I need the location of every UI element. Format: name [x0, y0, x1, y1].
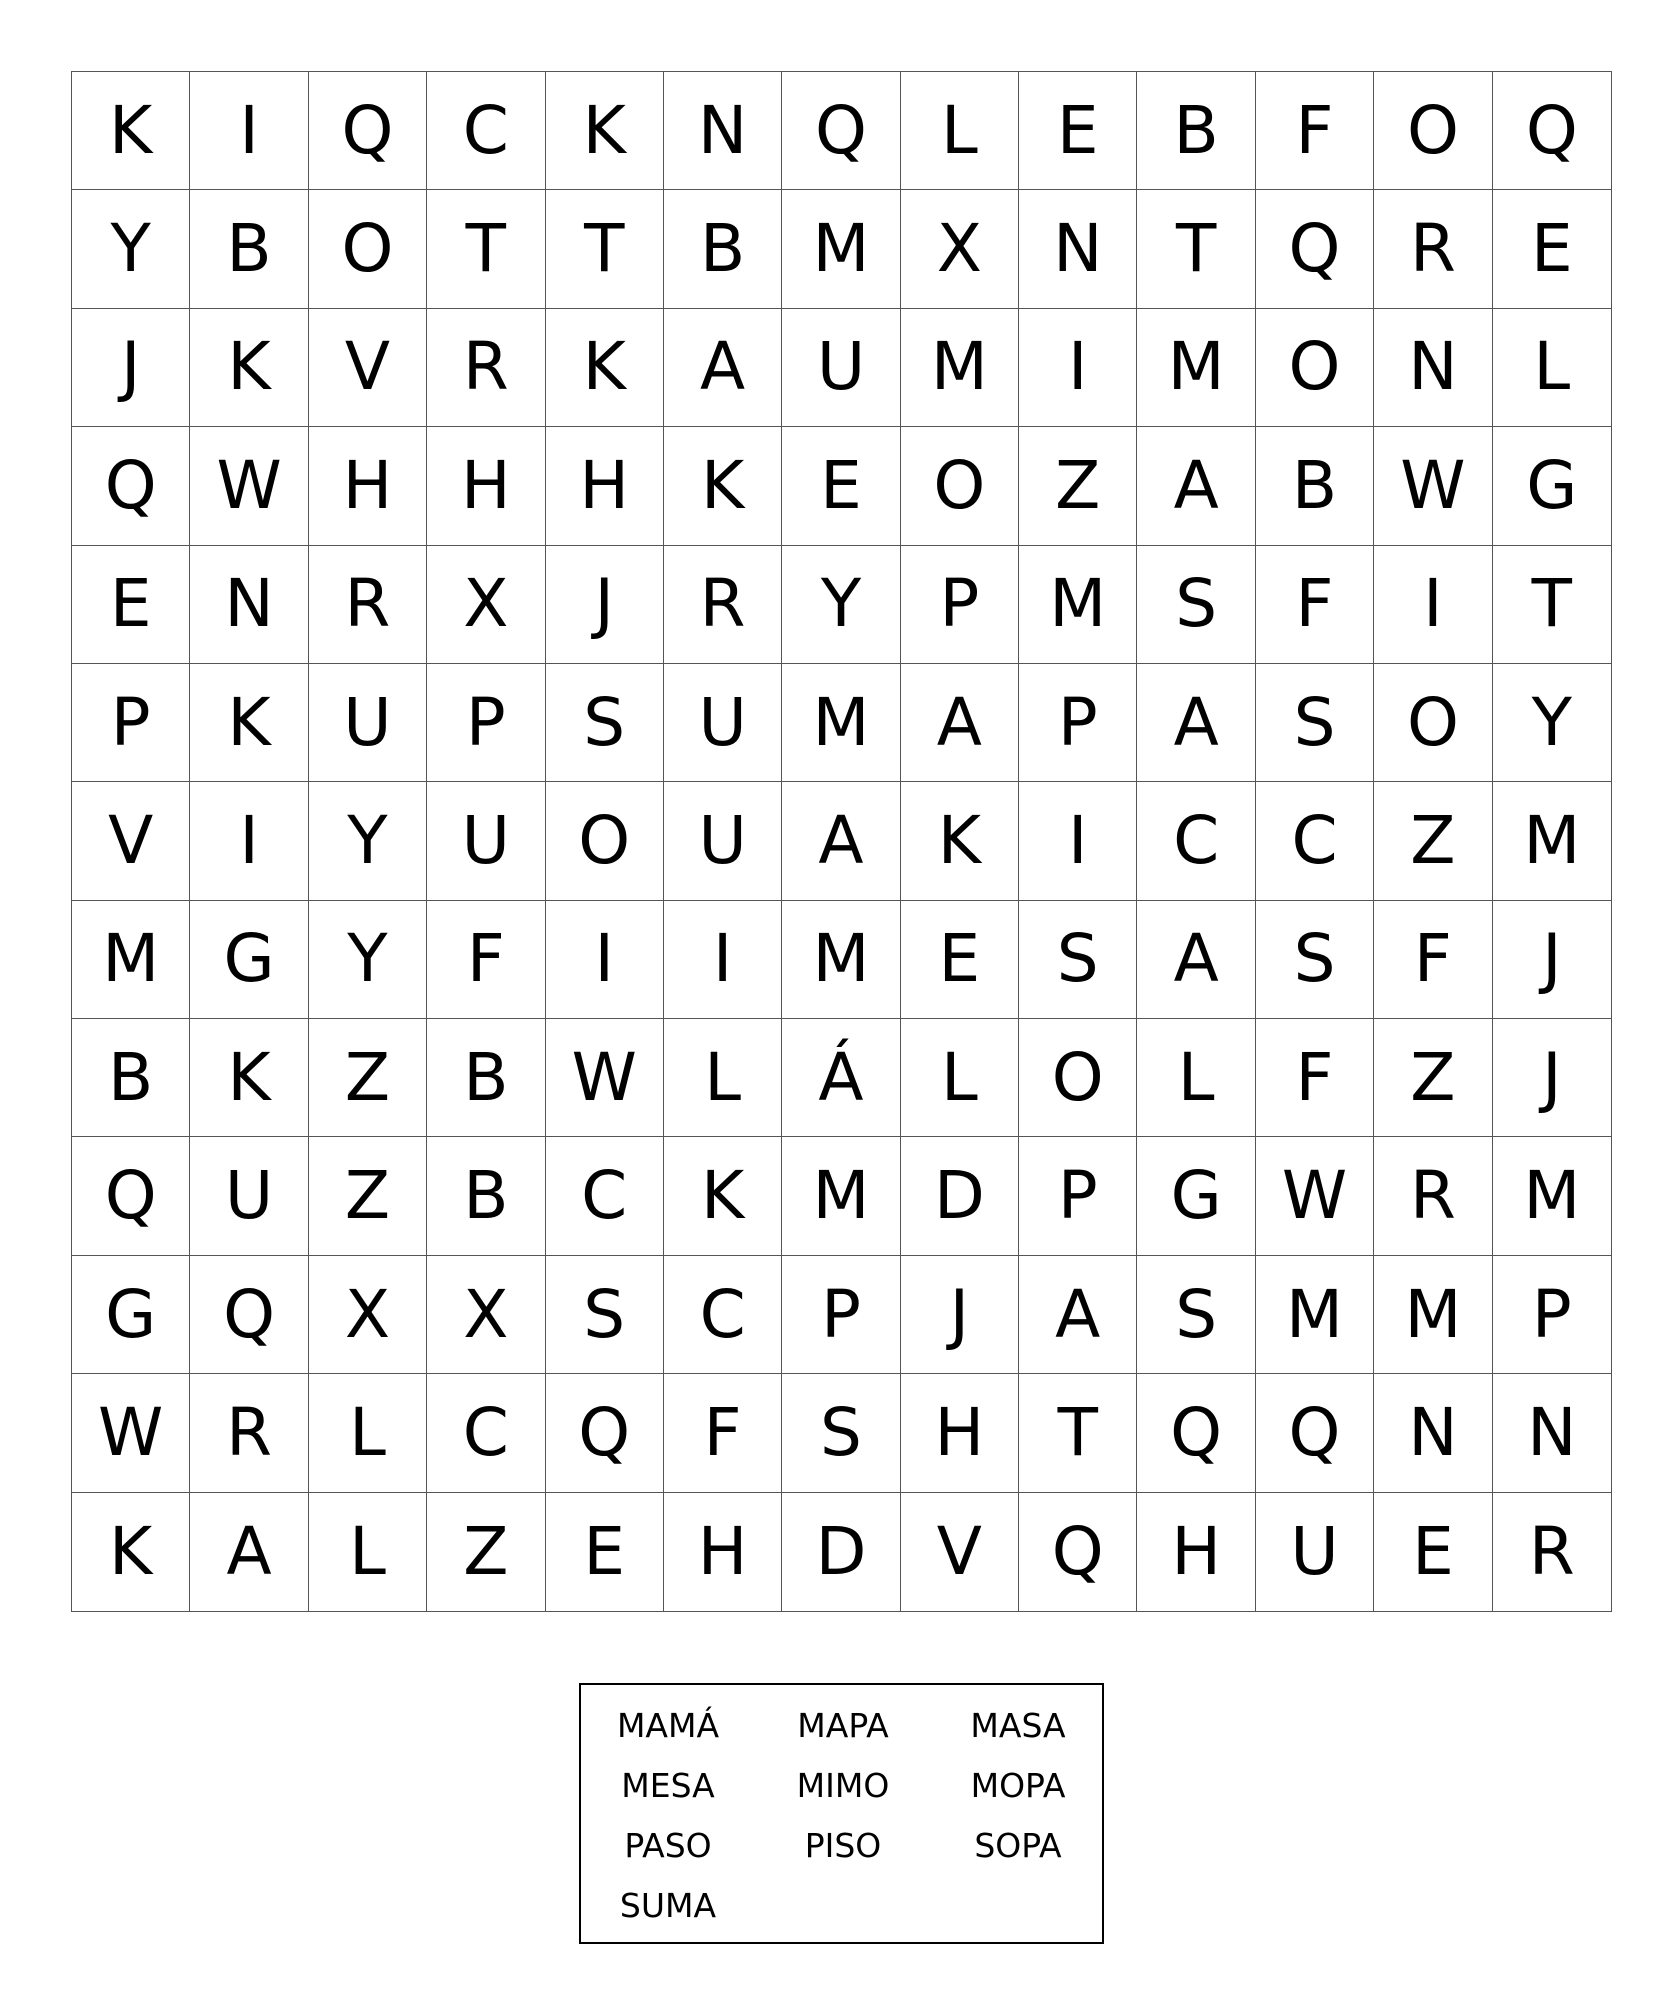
grid-cell: U: [427, 782, 545, 900]
grid-cell: R: [190, 1374, 308, 1492]
grid-cell: E: [901, 901, 1019, 1019]
grid-cell: T: [1019, 1374, 1137, 1492]
grid-cell: R: [1374, 190, 1492, 308]
grid-cell: P: [72, 664, 190, 782]
grid-cell: P: [1493, 1256, 1611, 1374]
grid-cell: I: [190, 782, 308, 900]
grid-cell: A: [1019, 1256, 1137, 1374]
grid-cell: B: [1256, 427, 1374, 545]
grid-cell: S: [1256, 901, 1374, 1019]
grid-cell: R: [427, 309, 545, 427]
grid-cell: V: [72, 782, 190, 900]
grid-cell: Y: [72, 190, 190, 308]
grid-cell: Q: [1137, 1374, 1255, 1492]
grid-cell: Y: [309, 901, 427, 1019]
grid-cell: L: [309, 1374, 427, 1492]
grid-cell: B: [664, 190, 782, 308]
grid-cell: M: [1493, 782, 1611, 900]
grid-cell: Y: [782, 546, 900, 664]
grid-cell: F: [1374, 901, 1492, 1019]
grid-cell: P: [1019, 664, 1137, 782]
grid-cell: F: [664, 1374, 782, 1492]
grid-cell: M: [1256, 1256, 1374, 1374]
grid-cell: P: [782, 1256, 900, 1374]
grid-cell: Z: [1374, 782, 1492, 900]
grid-cell: A: [1137, 901, 1255, 1019]
grid-cell: C: [1137, 782, 1255, 900]
grid-cell: M: [1493, 1137, 1611, 1255]
grid-cell: P: [901, 546, 1019, 664]
grid-cell: D: [782, 1493, 900, 1611]
grid-cell: Z: [1019, 427, 1137, 545]
grid-cell: E: [1374, 1493, 1492, 1611]
grid-cell: U: [309, 664, 427, 782]
grid-cell: M: [72, 901, 190, 1019]
word-list-item: MAMÁ: [616, 1706, 720, 1745]
grid-cell: J: [1493, 1019, 1611, 1137]
grid-cell: N: [1493, 1374, 1611, 1492]
grid-cell: W: [546, 1019, 664, 1137]
grid-cell: H: [546, 427, 664, 545]
grid-cell: O: [1374, 72, 1492, 190]
grid-cell: O: [1019, 1019, 1137, 1137]
grid-cell: M: [782, 1137, 900, 1255]
grid-cell: D: [901, 1137, 1019, 1255]
grid-cell: T: [427, 190, 545, 308]
grid-cell: Á: [782, 1019, 900, 1137]
grid-cell: Q: [1019, 1493, 1137, 1611]
grid-cell: E: [1493, 190, 1611, 308]
grid-cell: F: [427, 901, 545, 1019]
grid-cell: Y: [309, 782, 427, 900]
grid-cell: A: [664, 309, 782, 427]
grid-cell: J: [546, 546, 664, 664]
grid-cell: X: [901, 190, 1019, 308]
grid-cell: Y: [1493, 664, 1611, 782]
grid-cell: X: [427, 1256, 545, 1374]
grid-cell: X: [309, 1256, 427, 1374]
grid-cell: T: [1493, 546, 1611, 664]
grid-cell: N: [190, 546, 308, 664]
grid-cell: N: [664, 72, 782, 190]
grid-cell: S: [546, 664, 664, 782]
grid-cell: J: [72, 309, 190, 427]
word-list-item: MASA: [970, 1706, 1066, 1745]
grid-cell: S: [546, 1256, 664, 1374]
word-list-item: MOPA: [970, 1766, 1066, 1805]
grid-cell: M: [782, 190, 900, 308]
grid-cell: M: [1137, 309, 1255, 427]
grid-cell: I: [546, 901, 664, 1019]
word-list-item: SUMA: [619, 1886, 717, 1925]
grid-cell: B: [1137, 72, 1255, 190]
grid-cell: K: [546, 72, 664, 190]
grid-cell: Q: [72, 427, 190, 545]
grid-cell: M: [1019, 546, 1137, 664]
grid-cell: L: [1493, 309, 1611, 427]
grid-cell: G: [190, 901, 308, 1019]
grid-cell: Z: [309, 1137, 427, 1255]
grid-cell: O: [546, 782, 664, 900]
grid-cell: W: [72, 1374, 190, 1492]
word-list-item: MAPA: [797, 1706, 889, 1745]
grid-cell: Z: [309, 1019, 427, 1137]
grid-cell: K: [190, 1019, 308, 1137]
grid-cell: I: [664, 901, 782, 1019]
grid-cell: Z: [1374, 1019, 1492, 1137]
grid-cell: H: [1137, 1493, 1255, 1611]
grid-cell: N: [1374, 1374, 1492, 1492]
grid-cell: P: [1019, 1137, 1137, 1255]
grid-cell: J: [901, 1256, 1019, 1374]
grid-cell: V: [901, 1493, 1019, 1611]
grid-cell: H: [901, 1374, 1019, 1492]
grid-cell: L: [309, 1493, 427, 1611]
grid-cell: U: [664, 664, 782, 782]
grid-cell: Q: [1256, 1374, 1374, 1492]
grid-cell: K: [72, 72, 190, 190]
grid-cell: S: [1256, 664, 1374, 782]
word-list-item: PISO: [804, 1826, 882, 1865]
grid-cell: P: [427, 664, 545, 782]
grid-cell: S: [1019, 901, 1137, 1019]
grid-cell: R: [1528, 1512, 1575, 1590]
grid-cell: U: [1256, 1493, 1374, 1611]
grid-cell: Q: [546, 1374, 664, 1492]
grid-cell: G: [1137, 1137, 1255, 1255]
grid-cell: W: [1256, 1137, 1374, 1255]
grid-cell: Q: [1256, 190, 1374, 308]
grid-cell: L: [901, 72, 1019, 190]
grid-cell: I: [1019, 309, 1137, 427]
grid-cell: F: [1256, 72, 1374, 190]
grid-cell: C: [427, 72, 545, 190]
grid-cell: L: [1137, 1019, 1255, 1137]
word-list-item: SOPA: [974, 1826, 1062, 1865]
grid-cell: B: [427, 1019, 545, 1137]
grid-cell: C: [546, 1137, 664, 1255]
grid-cell: M: [782, 901, 900, 1019]
grid-cell: O: [901, 427, 1019, 545]
grid-cell: F: [1256, 1019, 1374, 1137]
grid-cell: C: [427, 1374, 545, 1492]
grid-cell: A: [190, 1493, 308, 1611]
grid-cell: S: [782, 1374, 900, 1492]
grid-cell: J: [1493, 901, 1611, 1019]
grid-cell: E: [546, 1493, 664, 1611]
grid-cell: E: [782, 427, 900, 545]
grid-cell: C: [1256, 782, 1374, 900]
grid-cell: O: [309, 190, 427, 308]
grid-cell: B: [190, 190, 308, 308]
grid-cell: C: [664, 1256, 782, 1374]
grid-cell: K: [664, 427, 782, 545]
grid-cell: N: [1019, 190, 1137, 308]
grid-cell: H: [309, 427, 427, 545]
word-list-item: MESA: [621, 1766, 715, 1805]
grid-cell: K: [664, 1137, 782, 1255]
grid-cell: A: [1137, 427, 1255, 545]
grid-cell: S: [1137, 1256, 1255, 1374]
grid-cell: F: [1256, 546, 1374, 664]
grid-cell: A: [782, 782, 900, 900]
grid-cell: K: [901, 782, 1019, 900]
grid-cell: A: [901, 664, 1019, 782]
grid-cell: G: [72, 1256, 190, 1374]
grid-cell: T: [1137, 190, 1255, 308]
grid-cell: L: [664, 1019, 782, 1137]
grid-cell: N: [1374, 309, 1492, 427]
grid-cell: K: [546, 309, 664, 427]
grid-cell: V: [309, 309, 427, 427]
letter-grid: [71, 71, 1612, 1612]
grid-cell: I: [1019, 782, 1137, 900]
grid-cell: Q: [72, 1137, 190, 1255]
grid-cell: E: [1019, 72, 1137, 190]
grid-cell: U: [664, 782, 782, 900]
grid-cell: K: [190, 309, 308, 427]
grid-cell: K: [190, 664, 308, 782]
grid-cell: H: [664, 1493, 782, 1611]
grid-cell: I: [190, 72, 308, 190]
word-list-item: MIMO: [796, 1766, 890, 1805]
word-list-box: [579, 1683, 1104, 1944]
word-list-item: PASO: [624, 1826, 712, 1865]
grid-cell: U: [782, 309, 900, 427]
grid-cell: S: [1137, 546, 1255, 664]
grid-cell: X: [427, 546, 545, 664]
grid-cell: R: [664, 546, 782, 664]
grid-cell: B: [72, 1019, 190, 1137]
grid-cell: W: [1374, 427, 1492, 545]
grid-cell: T: [546, 190, 664, 308]
grid-cell: B: [427, 1137, 545, 1255]
grid-cell: Q: [309, 72, 427, 190]
grid-cell: O: [1256, 309, 1374, 427]
grid-cell: W: [190, 427, 308, 545]
grid-cell: E: [72, 546, 190, 664]
grid-cell: Q: [782, 72, 900, 190]
grid-cell: G: [1493, 427, 1611, 545]
grid-cell: I: [1374, 546, 1492, 664]
grid-cell: L: [901, 1019, 1019, 1137]
grid-cell: R: [1374, 1137, 1492, 1255]
grid-cell: M: [1374, 1256, 1492, 1374]
grid-cell: Q: [190, 1256, 308, 1374]
grid-cell: M: [901, 309, 1019, 427]
grid-cell: Q: [1493, 72, 1611, 190]
grid-cell: R: [309, 546, 427, 664]
grid-cell: M: [782, 664, 900, 782]
grid-cell: H: [427, 427, 545, 545]
grid-cell: O: [1374, 664, 1492, 782]
grid-cell: Z: [427, 1493, 545, 1611]
grid-cell: A: [1137, 664, 1255, 782]
grid-cell: K: [72, 1493, 190, 1611]
grid-cell: U: [190, 1137, 308, 1255]
